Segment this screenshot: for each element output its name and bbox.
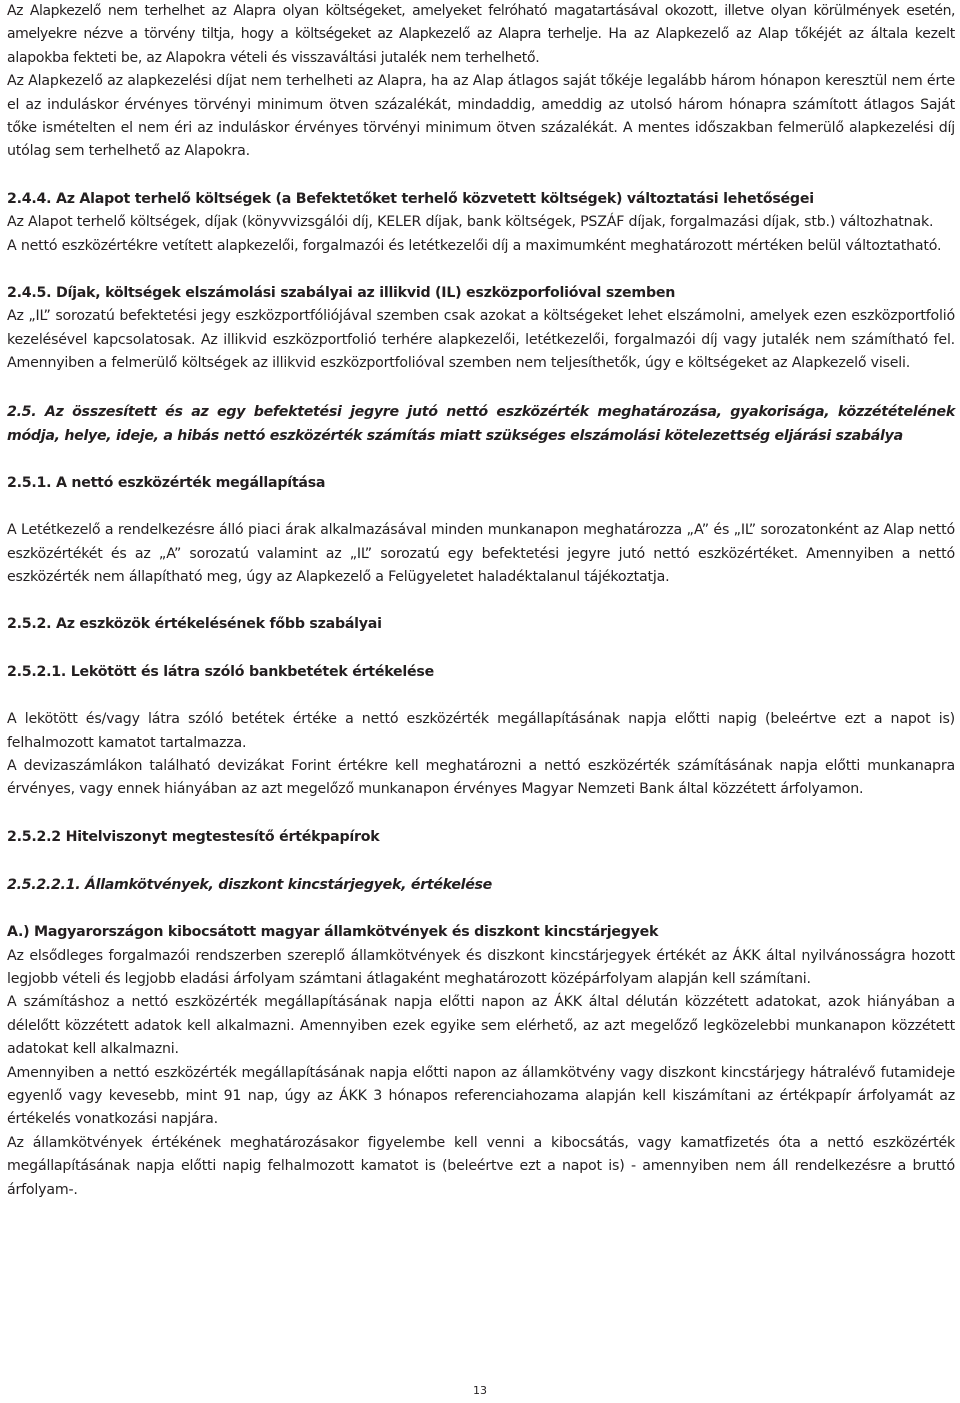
heading-2-5-2-1: 2.5.2.1. Lekötött és látra szóló bankbetétek értékelése [7, 663, 434, 680]
paragraph-text: Ha az Alapkezelő az Alap tőkéjét az általa kezelt alapokba fekteti be, az Alapokra vételi és visszaváltási jutalék nem terhelhető. [7, 26, 955, 66]
heading-2-4-4: 2.4.4. Az Alapot terhelő költségek (a Befektetőket terhelő közvetett költségek) változtatási lehetőségei [7, 190, 814, 207]
paragraph-il-series: Az „IL” sorozatú befektetési jegy eszközportfóliójával szemben csak azokat a költségeket lehet elszámolni, amelyek ezen eszközportfolió kezelésével kapcsolatosak. Az illikvid eszközportfolió terhére alapkezelői, letétkezelői, forgalmazói díj vagy jutalék nem számítható fel. Amennyiben a felmerülő költségek az illikvid eszközportfolióval szemben nem teljesíthetők, úgy e költségeket az Alapkezelő viseli. [7, 308, 955, 372]
heading-2-5-2: 2.5.2. Az eszközök értékelésének főbb szabályai [7, 616, 382, 633]
paragraph-fund-costs: Az Alapot terhelő költségek, díjak (könyvvizsgálói díj, KELER díjak, bank költségek, PSZÁF díjak, forgalmazási díjak, stb.) változhatnak. [7, 214, 934, 231]
paragraph-deposits: A lekötött és/vagy látra szóló betétek értéke a nettó eszközérték megállapításának napja előtti napig (beleértve ezt a napot is) felhalmozott kamatot tartalmazza. [7, 711, 955, 751]
paragraph-net-asset-fee: A nettó eszközértékre vetített alapkezelői, forgalmazói és letétkezelői díj a maximumként meghatározott mértéken belül változtatható. [7, 237, 942, 254]
paragraph-custodian: A Letétkezelő a rendelkezésre álló piaci árak alkalmazásával minden munkanapon meghatározza „A” és „IL” sorozatonként az Alap nettó eszközértékét és az „A” sorozatú valamint az „IL” sorozatú egy befektetési jegyre jutó nettó eszközértéket. Amennyiben a nettó eszközérték nem állapítható meg, úgy az Alapkezelő a Felügyeletet haladéktalanul tájékoztatja. [7, 522, 955, 585]
heading-2-4-5: 2.4.5. Díjak, költségek elszámolási szabályai az illikvid (IL) eszközporfolióval szemben [7, 285, 676, 302]
heading-2-5-2-2: 2.5.2.2 Hitelviszonyt megtestesítő értékpapírok [7, 828, 380, 845]
paragraph-remaining-maturity: Amennyiben a nettó eszközérték megállapításának napja előtti napon az államkötvény vagy diszkont kincstárjegy hátralévő futamideje egyenlő vagy kevesebb, mint 91 nap, úgy az ÁKK 3 hónapos referenciahozama alapján kell kiszámítani az értékpapír árfolyamát az értékelés vonatkozási napjára. [7, 1064, 955, 1128]
heading-section-a: A.) Magyarországon kibocsátott magyar államkötvények és diszkont kincstárjegyek [7, 924, 659, 941]
heading-2-5: 2.5. Az összesített és az egy befektetési jegyre jutó nettó eszközérték meghatározása, gyakorisága, közzétételének módja, helye, ideje, a hibás nettó eszközérték számítás miatt szükséges elszámolási kötelezettség eljárási szabálya [7, 403, 955, 444]
paragraph-management-fee: Az Alapkezelő az alapkezelési díjat nem terhelheti az Alapra, ha az Alap átlagos saját tőkéje legalább három hónapon keresztül nem érte el az induláskor érvényes törvényi minimum ötven százalékát, mindaddig, ameddig az utolsó három hónapra számított átlagos Saját tőke ismételten el nem éri az induláskor érvényes törvényi minimum ötven százalékát. A mentes időszakban felmerülő alapkezelési díj utólag sem terhelhető az Alapokra. [7, 73, 955, 160]
paragraph-primary-dealers: Az elsődleges forgalmazói rendszerben szereplő államkötvények és diszkont kincstárjegyek értékét az ÁKK által nyilvánosságra hozott legjobb vételi és legjobb eladási árfolyam számtani átlagaként meghatározott középárfolyam alapján kell számítani. [7, 947, 955, 987]
document-page [7, 0, 955, 1202]
paragraph-cost-restrictions [7, 0, 955, 70]
page-number: 13 [473, 1384, 487, 1397]
paragraph-foreign-currency: A devizaszámlákon található devizákat Forint értékre kell meghatározni a nettó eszközérték számításának napja előtti munkanapra érvényes, vagy ennek hiányában az azt megelőző munkanapon érvényes Magyar Nemzeti Bank által közzétett árfolyamon. [7, 757, 955, 798]
heading-2-5-1: 2.5.1. A nettó eszközérték megállapítása [7, 474, 326, 491]
paragraph-akk-data: A számításhoz a nettó eszközérték megállapításának napja előtti napon az ÁKK által délután közzétett adatokat, azok hiányában a délelőtt közzétett adatok kell alkalmazni. Amennyiben ezek egyike sem elérhető, az azt megelőző legközelebbi munkanapon közzétett adatokat kell alkalmazni. [7, 994, 955, 1058]
paragraph-accrued-interest: Az államkötvények értékének meghatározásakor figyelembe kell venni a kibocsátás, vagy kamatfizetés óta a nettó eszközérték megállapításának napja előtti napig felhalmozott kamatot is (beleértve ezt a napot is) - amennyiben nem áll rendelkezésre a bruttó árfolyam-. [7, 1134, 955, 1198]
heading-2-5-2-2-1: 2.5.2.2.1. Államkötvények, diszkont kincstárjegyek, értékelése [7, 877, 493, 894]
paragraph-text: Az Alapkezelő nem terhelhet az Alapra olyan költségeket, amelyeket felróható magatartásával okozott, illetve olyan körülmények esetén, amelyekre nézve a törvény tiltja, hogy a költségeket az Alapkezelő az Alapra terhelje. [7, 3, 955, 43]
